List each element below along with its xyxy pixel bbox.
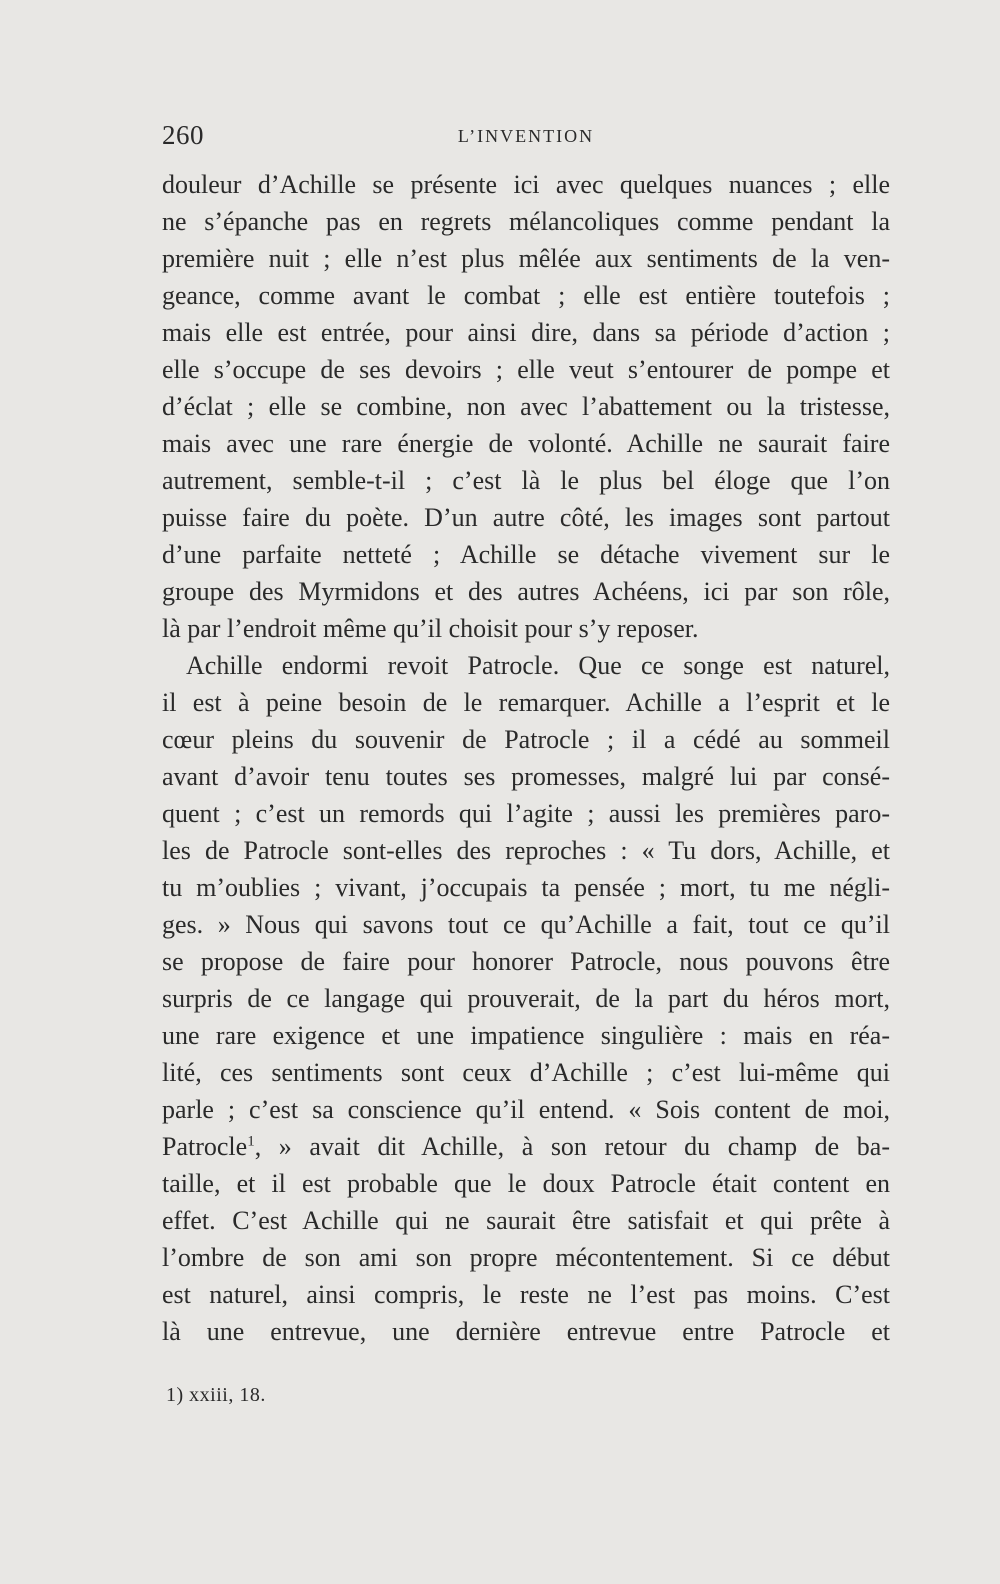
text-line: se propose de faire pour honorer Patrocle, nous pouvons être xyxy=(162,947,890,976)
text-line: cœur pleins du souvenir de Patrocle ; il a cédé au sommeil xyxy=(162,725,890,754)
running-head xyxy=(162,120,890,156)
text-line xyxy=(162,1128,890,1165)
text-fragment: , » avait dit Achille, à son retour du champ de ba- xyxy=(254,1132,890,1161)
text-line: autrement, semble-t-il ; c’est là le plus bel éloge que l’on xyxy=(162,466,890,495)
text-line: les de Patrocle sont-elles des reproches : « Tu dors, Achille, et xyxy=(162,836,890,865)
text-line: elle s’occupe de ses devoirs ; elle veut s’entourer de pompe et xyxy=(162,355,890,384)
footnote: 1) xxiii, 18. xyxy=(166,1384,266,1406)
text-line: première nuit ; elle n’est plus mêlée aux sentiments de la ven- xyxy=(162,244,890,273)
text-line: effet. C’est Achille qui ne saurait être satisfait et qui prête à xyxy=(162,1206,890,1235)
text-line: là une entrevue, une dernière entrevue entre Patrocle et xyxy=(162,1317,890,1346)
body-text xyxy=(162,166,890,1350)
running-title: L’INVENTION xyxy=(457,126,595,146)
text-line: douleur d’Achille se présente ici avec quelques nuances ; elle xyxy=(162,170,890,199)
page-number: 260 xyxy=(162,120,204,150)
text-line: il est à peine besoin de le remarquer. Achille a l’esprit et le xyxy=(162,688,890,717)
text-line: tu m’oublies ; vivant, j’occupais ta pensée ; mort, tu me négli- xyxy=(162,873,890,902)
text-line: ges. » Nous qui savons tout ce qu’Achille a fait, tout ce qu’il xyxy=(162,910,890,939)
text-line: mais elle est entrée, pour ainsi dire, dans sa période d’action ; xyxy=(162,318,890,347)
text-line: puisse faire du poète. D’un autre côté, les images sont partout xyxy=(162,503,890,532)
text-line: quent ; c’est un remords qui l’agite ; aussi les premières paro- xyxy=(162,799,890,828)
text-line: parle ; c’est sa conscience qu’il entend. « Sois content de moi, xyxy=(162,1095,890,1124)
text-fragment: Patrocle xyxy=(162,1132,248,1161)
text-line: l’ombre de son ami son propre mécontentement. Si ce début xyxy=(162,1243,890,1272)
text-line: lité, ces sentiments sont ceux d’Achille ; c’est lui-même qui xyxy=(162,1058,890,1087)
text-line: d’une parfaite netteté ; Achille se détache vivement sur le xyxy=(162,540,890,569)
text-line: ne s’épanche pas en regrets mélancoliques comme pendant la xyxy=(162,207,890,236)
text-line: groupe des Myrmidons et des autres Achéens, ici par son rôle, xyxy=(162,577,890,606)
text-line: taille, et il est probable que le doux Patrocle était content en xyxy=(162,1169,890,1198)
text-line: Achille endormi revoit Patrocle. Que ce songe est naturel, xyxy=(186,651,890,680)
text-line: une rare exigence et une impatience singulière : mais en réa- xyxy=(162,1021,890,1050)
text-line: d’éclat ; elle se combine, non avec l’abattement ou la tristesse, xyxy=(162,392,890,421)
text-line: là par l’endroit même qu’il choisit pour s’y reposer. xyxy=(162,614,699,643)
text-line: geance, comme avant le combat ; elle est entière toutefois ; xyxy=(162,281,890,310)
text-line: mais avec une rare énergie de volonté. Achille ne saurait faire xyxy=(162,429,890,458)
text-line: est naturel, ainsi compris, le reste ne l’est pas moins. C’est xyxy=(162,1280,890,1309)
footnote-reference: 1 xyxy=(247,1133,255,1150)
text-line: avant d’avoir tenu toutes ses promesses, malgré lui par consé- xyxy=(162,762,890,791)
text-line: surpris de ce langage qui prouverait, de la part du héros mort, xyxy=(162,984,890,1013)
